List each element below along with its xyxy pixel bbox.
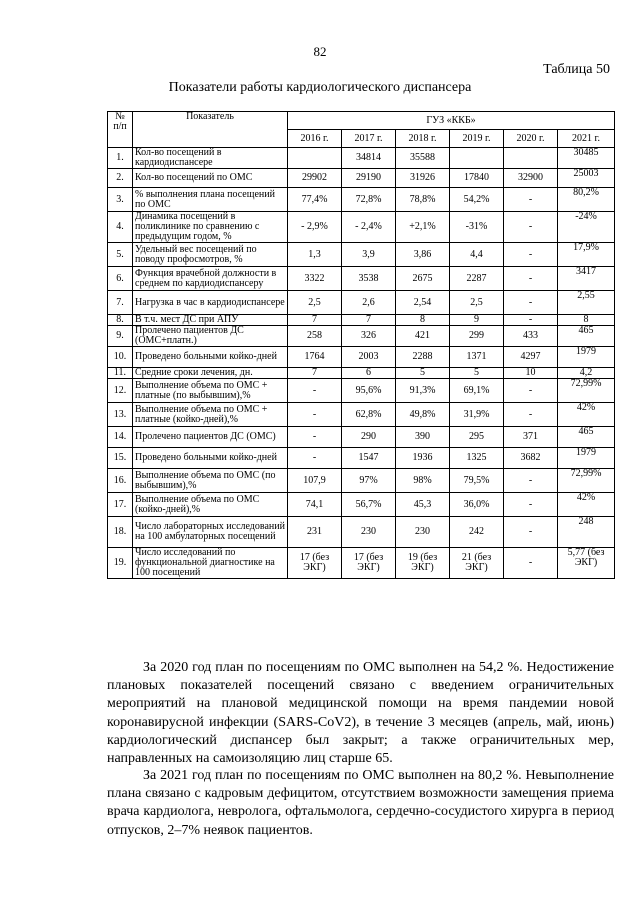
value-cell: +2,1% xyxy=(396,212,450,243)
header-num: № п/п xyxy=(108,112,133,148)
paragraph-2020 xyxy=(107,659,614,768)
row-indicator: Кол-во посещений по ОМС xyxy=(133,169,288,188)
table-row xyxy=(108,427,615,448)
value-cell: 19 (без ЭКГ) xyxy=(396,548,450,579)
table-header xyxy=(108,112,615,148)
row-number: 17. xyxy=(108,493,133,517)
value-cell: - xyxy=(504,517,558,548)
value-cell: 290 xyxy=(342,427,396,448)
row-number: 11. xyxy=(108,368,133,379)
table-row xyxy=(108,243,615,267)
value-cell: 465 xyxy=(558,427,615,448)
table-row xyxy=(108,169,615,188)
value-cell: 17,9% xyxy=(558,243,615,267)
row-indicator: Средние сроки лечения, дн. xyxy=(133,368,288,379)
value-cell: 9 xyxy=(450,315,504,326)
table-row xyxy=(108,291,615,315)
value-cell: 10 xyxy=(504,368,558,379)
value-cell: - xyxy=(288,427,342,448)
value-cell: 8 xyxy=(396,315,450,326)
value-cell: -24% xyxy=(558,212,615,243)
row-indicator: Выполнение объема по ОМС + платные (по выбывшим),% xyxy=(133,379,288,403)
value-cell: 35588 xyxy=(396,148,450,169)
value-cell: 4,4 xyxy=(450,243,504,267)
value-cell: 4297 xyxy=(504,347,558,368)
value-cell: 29190 xyxy=(342,169,396,188)
row-number: 8. xyxy=(108,315,133,326)
row-indicator: Пролечено пациентов ДС (ОМС+платн.) xyxy=(133,326,288,347)
value-cell: 1979 xyxy=(558,448,615,469)
header-indicator: Показатель xyxy=(133,112,288,148)
row-number: 2. xyxy=(108,169,133,188)
table-row xyxy=(108,493,615,517)
table-row xyxy=(108,379,615,403)
row-indicator: Нагрузка в час в кардиодиспансере xyxy=(133,291,288,315)
row-number: 1. xyxy=(108,148,133,169)
value-cell: - xyxy=(504,469,558,493)
value-cell: -31% xyxy=(450,212,504,243)
value-cell: - 2,4% xyxy=(342,212,396,243)
value-cell: 8 xyxy=(558,315,615,326)
row-indicator: Число исследований по функциональной диагностике на 100 посещений xyxy=(133,548,288,579)
row-number: 19. xyxy=(108,548,133,579)
value-cell: 3322 xyxy=(288,267,342,291)
table-row xyxy=(108,326,615,347)
value-cell: 77,4% xyxy=(288,188,342,212)
value-cell: 17 (без ЭКГ) xyxy=(288,548,342,579)
row-number: 3. xyxy=(108,188,133,212)
value-cell: 390 xyxy=(396,427,450,448)
value-cell: 74,1 xyxy=(288,493,342,517)
header-year: 2019 г. xyxy=(450,130,504,148)
table-row xyxy=(108,469,615,493)
value-cell: 36,0% xyxy=(450,493,504,517)
value-cell: 2288 xyxy=(396,347,450,368)
value-cell: 69,1% xyxy=(450,379,504,403)
value-cell: 1371 xyxy=(450,347,504,368)
header-year: 2016 г. xyxy=(288,130,342,148)
value-cell: 72,99% xyxy=(558,379,615,403)
table-row xyxy=(108,148,615,169)
table-label: Таблица 50 xyxy=(543,62,610,77)
value-cell: 32900 xyxy=(504,169,558,188)
value-cell: 95,6% xyxy=(342,379,396,403)
value-cell: 7 xyxy=(288,368,342,379)
value-cell: - xyxy=(504,315,558,326)
value-cell: 79,5% xyxy=(450,469,504,493)
value-cell: 421 xyxy=(396,326,450,347)
row-indicator: Число лабораторных исследований на 100 амбулаторных посещений xyxy=(133,517,288,548)
value-cell: 3538 xyxy=(342,267,396,291)
table-row xyxy=(108,403,615,427)
value-cell: 25003 xyxy=(558,169,615,188)
row-number: 14. xyxy=(108,427,133,448)
value-cell: 3682 xyxy=(504,448,558,469)
value-cell xyxy=(288,148,342,169)
value-cell: 6 xyxy=(342,368,396,379)
table-row xyxy=(108,347,615,368)
value-cell: 1979 xyxy=(558,347,615,368)
value-cell: 45,3 xyxy=(396,493,450,517)
value-cell: 3,9 xyxy=(342,243,396,267)
value-cell: 1936 xyxy=(396,448,450,469)
row-indicator: Удельный вес посещений по поводу профосмотров, % xyxy=(133,243,288,267)
row-number: 16. xyxy=(108,469,133,493)
row-indicator: Выполнение объема по ОМС (по выбывшим),% xyxy=(133,469,288,493)
value-cell: 5,77 (без ЭКГ) xyxy=(558,548,615,579)
value-cell: 42% xyxy=(558,403,615,427)
value-cell: - xyxy=(504,267,558,291)
row-number: 10. xyxy=(108,347,133,368)
row-number: 12. xyxy=(108,379,133,403)
value-cell: 54,2% xyxy=(450,188,504,212)
value-cell: 72,8% xyxy=(342,188,396,212)
value-cell: 1764 xyxy=(288,347,342,368)
value-cell: 2,55 xyxy=(558,291,615,315)
value-cell: 3417 xyxy=(558,267,615,291)
value-cell: 230 xyxy=(396,517,450,548)
header-year: 2017 г. xyxy=(342,130,396,148)
value-cell: 31926 xyxy=(396,169,450,188)
value-cell: 326 xyxy=(342,326,396,347)
value-cell: 42% xyxy=(558,493,615,517)
row-number: 7. xyxy=(108,291,133,315)
row-indicator: Проведено больными койко-дней xyxy=(133,448,288,469)
value-cell: - xyxy=(504,212,558,243)
value-cell: 1547 xyxy=(342,448,396,469)
value-cell: 7 xyxy=(288,315,342,326)
value-cell: 21 (без ЭКГ) xyxy=(450,548,504,579)
header-year: 2020 г. xyxy=(504,130,558,148)
value-cell: 2,5 xyxy=(450,291,504,315)
table-row xyxy=(108,315,615,326)
value-cell: 230 xyxy=(342,517,396,548)
value-cell xyxy=(504,148,558,169)
table-row xyxy=(108,188,615,212)
value-cell: 29902 xyxy=(288,169,342,188)
table-row xyxy=(108,368,615,379)
row-indicator: Кол-во посещений в кардиодиспансере xyxy=(133,148,288,169)
value-cell: - xyxy=(504,243,558,267)
value-cell: 258 xyxy=(288,326,342,347)
value-cell xyxy=(450,148,504,169)
value-cell: 91,3% xyxy=(396,379,450,403)
page-number: 82 xyxy=(313,44,327,59)
row-indicator: % выполнения плана посещений по ОМС xyxy=(133,188,288,212)
value-cell: 31,9% xyxy=(450,403,504,427)
table-row xyxy=(108,517,615,548)
value-cell: 242 xyxy=(450,517,504,548)
table-row xyxy=(108,267,615,291)
value-cell: 5 xyxy=(450,368,504,379)
row-indicator: В т.ч. мест ДС при АПУ xyxy=(133,315,288,326)
value-cell: 56,7% xyxy=(342,493,396,517)
value-cell: 2675 xyxy=(396,267,450,291)
value-cell: - xyxy=(504,548,558,579)
value-cell: - xyxy=(504,379,558,403)
value-cell: 78,8% xyxy=(396,188,450,212)
value-cell: 2,5 xyxy=(288,291,342,315)
value-cell: 80,2% xyxy=(558,188,615,212)
header-year: 2021 г. xyxy=(558,130,615,148)
value-cell: 371 xyxy=(504,427,558,448)
value-cell: - xyxy=(288,448,342,469)
value-cell: 107,9 xyxy=(288,469,342,493)
paragraph-2020-text: За 2020 год план по посещениям по ОМС выполнен на 54,2 %. Недостижение плановых показателей посещений связано с введением ограничительных мероприятий на плановой медицинской помощи на время пандемии новой коронавирусной инфекции (SARS-CoV2), в течение 3 месяцев (апрель, май, июнь) кардиологический диспансер был закрыт; а также ограничительных мер, направленных на самоизоляцию лиц старше 65. xyxy=(107,660,614,767)
table-body xyxy=(108,148,615,579)
table-row xyxy=(108,212,615,243)
table-row xyxy=(108,548,615,579)
value-cell: 2287 xyxy=(450,267,504,291)
value-cell: 1325 xyxy=(450,448,504,469)
row-number: 4. xyxy=(108,212,133,243)
value-cell: - xyxy=(288,379,342,403)
row-number: 15. xyxy=(108,448,133,469)
value-cell: 465 xyxy=(558,326,615,347)
row-indicator: Выполнение объема по ОМС (койко-дней),% xyxy=(133,493,288,517)
row-number: 13. xyxy=(108,403,133,427)
value-cell: 97% xyxy=(342,469,396,493)
header-year: 2018 г. xyxy=(396,130,450,148)
value-cell: 34814 xyxy=(342,148,396,169)
header-group: ГУЗ «ККБ» xyxy=(288,112,615,130)
value-cell: - xyxy=(288,403,342,427)
value-cell: - 2,9% xyxy=(288,212,342,243)
value-cell: 17840 xyxy=(450,169,504,188)
value-cell: 7 xyxy=(342,315,396,326)
paragraph-2021-text: За 2021 год план по посещениям по ОМС выполнен на 80,2 %. Невыполнение плана связано с кадровым дефицитом, отсутствием возможности замещения приема врача кардиолога, невролога, офтальмолога, сердечно-сосудистого хирурга в период отпусков, 2–7% неявок пациентов. xyxy=(107,768,614,838)
row-number: 9. xyxy=(108,326,133,347)
value-cell: 2,54 xyxy=(396,291,450,315)
value-cell: - xyxy=(504,291,558,315)
value-cell: 72,99% xyxy=(558,469,615,493)
row-indicator: Функция врачебной должности в среднем по кардиодиспансеру xyxy=(133,267,288,291)
value-cell: - xyxy=(504,188,558,212)
value-cell: 1,3 xyxy=(288,243,342,267)
value-cell: - xyxy=(504,493,558,517)
row-indicator: Динамика посещений в поликлинике по сравнению с предыдущим годом, % xyxy=(133,212,288,243)
value-cell: 295 xyxy=(450,427,504,448)
value-cell: 248 xyxy=(558,517,615,548)
value-cell: 2,6 xyxy=(342,291,396,315)
row-indicator: Выполнение объема по ОМС + платные (койко-дней),% xyxy=(133,403,288,427)
value-cell: 5 xyxy=(396,368,450,379)
value-cell: 299 xyxy=(450,326,504,347)
row-indicator: Проведено больными койко-дней xyxy=(133,347,288,368)
row-number: 5. xyxy=(108,243,133,267)
value-cell: 231 xyxy=(288,517,342,548)
value-cell: 98% xyxy=(396,469,450,493)
paragraph-2021 xyxy=(107,767,614,840)
indicators-table xyxy=(107,111,615,579)
value-cell: 4,2 xyxy=(558,368,615,379)
table-title: Показатели работы кардиологического диспансера xyxy=(168,80,472,95)
row-indicator: Пролечено пациентов ДС (ОМС) xyxy=(133,427,288,448)
row-number: 18. xyxy=(108,517,133,548)
value-cell: 2003 xyxy=(342,347,396,368)
value-cell: 433 xyxy=(504,326,558,347)
value-cell: - xyxy=(504,403,558,427)
value-cell: 62,8% xyxy=(342,403,396,427)
value-cell: 17 (без ЭКГ) xyxy=(342,548,396,579)
value-cell: 30485 xyxy=(558,148,615,169)
value-cell: 3,86 xyxy=(396,243,450,267)
row-number: 6. xyxy=(108,267,133,291)
value-cell: 49,8% xyxy=(396,403,450,427)
table-row xyxy=(108,448,615,469)
